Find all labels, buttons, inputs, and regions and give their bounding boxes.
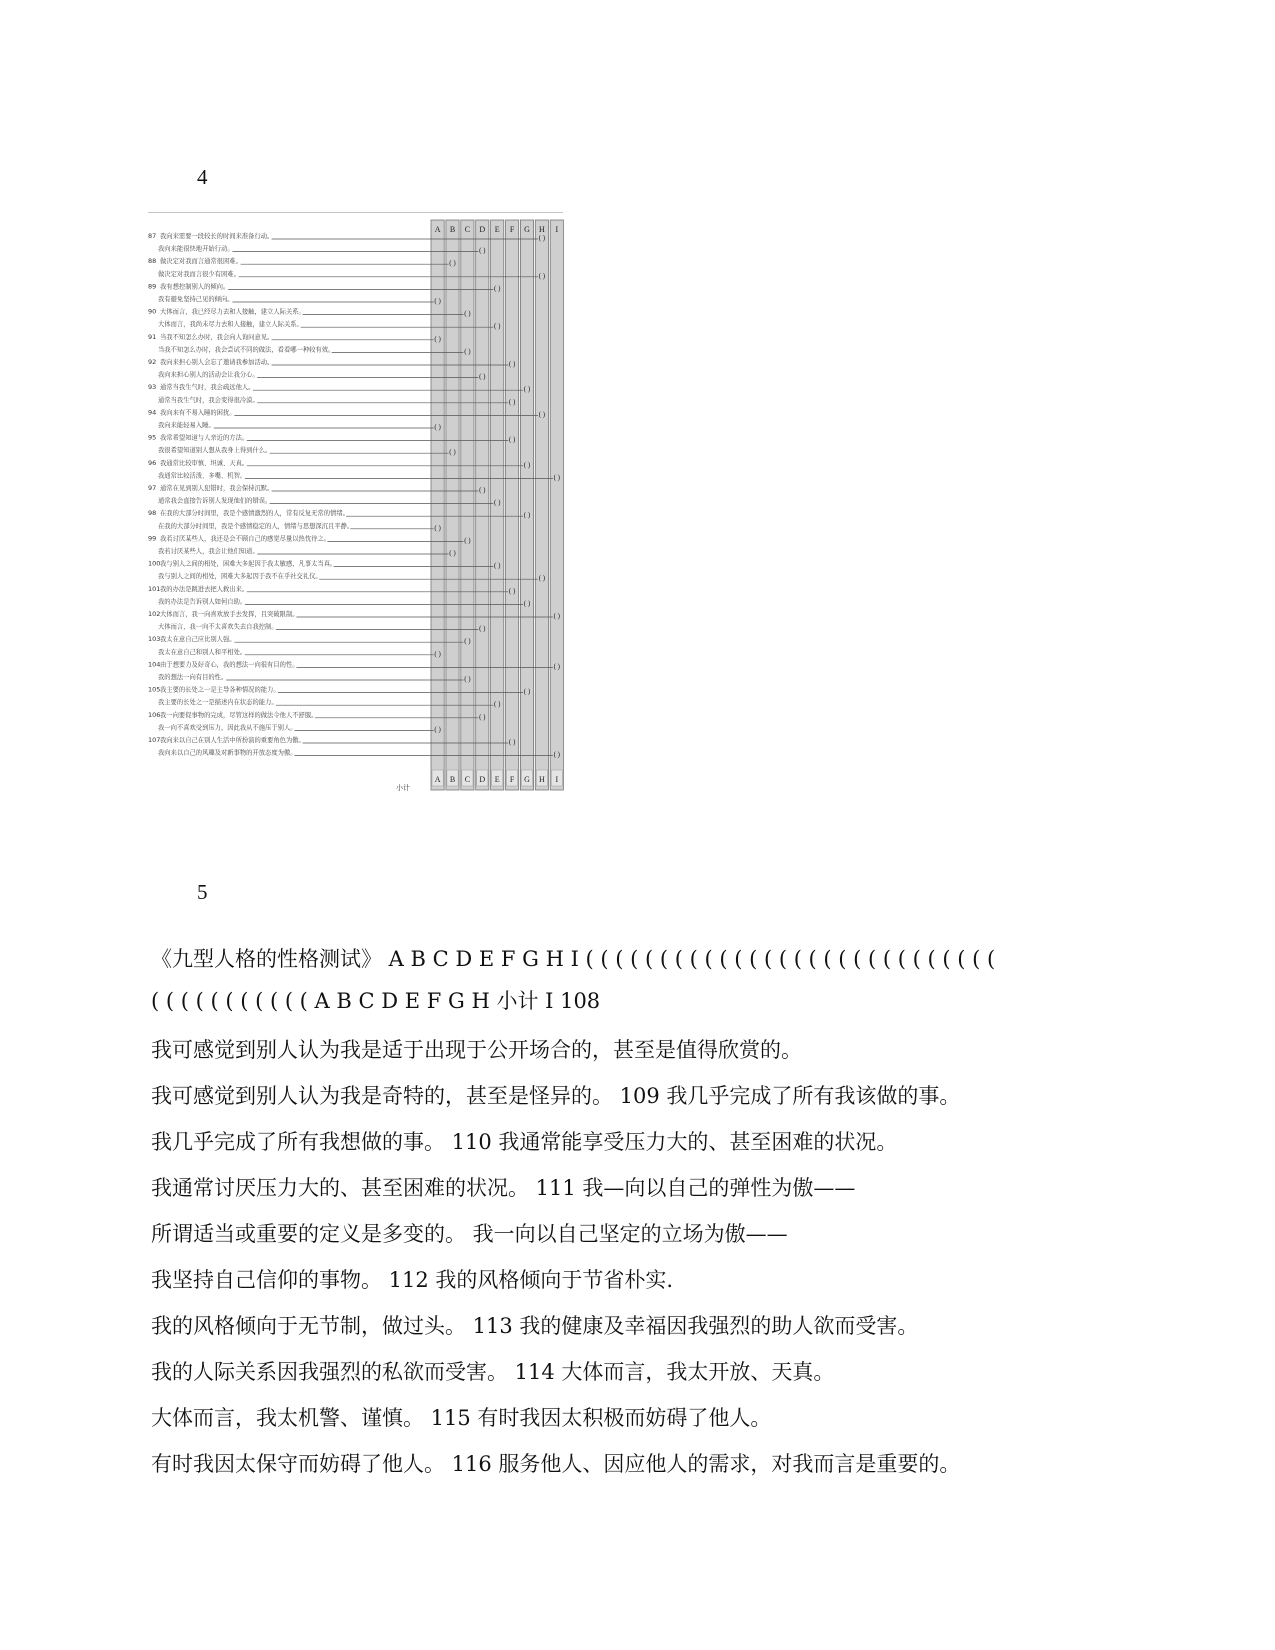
questionnaire-answer-sheet-figure [148, 212, 585, 824]
answer-column [461, 220, 474, 790]
question-option-text: 大体而言，我尚未尽力去和人接触，建立人际关系。 [158, 321, 303, 329]
question-line: 我可感觉到别人认为我是奇特的，甚至是怪异的。 109 我几乎完成了所有我该做的事。 [151, 1084, 961, 1108]
answer-bracket: ( ) [493, 561, 501, 570]
question-number: 90 [148, 307, 157, 316]
answer-bracket: ( ) [479, 486, 486, 494]
column-letter: A [434, 225, 441, 234]
question-option-text: 我向来能轻易入睡。 [158, 422, 215, 429]
answer-sheet-graphic [148, 212, 585, 824]
question-option-text: 由于想要力及好奇心，我的想法一向很有目的性。 [160, 661, 299, 669]
column-letter: E [494, 225, 500, 234]
question-line: 所谓适当或重要的定义是多变的。 我一向以自己坚定的立场为傲—— [151, 1222, 788, 1246]
answer-bracket: ( ) [508, 435, 516, 444]
question-number: 87 [148, 232, 157, 240]
answer-column [506, 220, 519, 790]
column-letter: I [555, 775, 559, 784]
column-letter: G [524, 225, 530, 234]
answer-bracket: ( ) [464, 309, 471, 318]
column-letter: A [434, 775, 441, 784]
question-option-text: 通常在见到别人犯错时，我会保持沉默。 [160, 485, 274, 492]
column-letter: F [509, 225, 515, 234]
question-option-text: 我很希望知道别人想从我身上得到什么。 [158, 447, 272, 455]
test-title-block [151, 938, 1131, 1022]
question-option-text: 我常希望知道与人亲近的方法。 [160, 434, 249, 442]
question-line: 有时我因太保守而妨碍了他人。 116 服务他人、因应他人的需求，对我而言是重要的。 [151, 1452, 961, 1476]
question-option-text: 我向来担心别人的活动会让我分心。 [158, 371, 259, 379]
question-option-text: 我的想法一向有目的性。 [158, 674, 228, 681]
answer-bracket: ( ) [434, 334, 441, 343]
answer-bracket: ( ) [434, 297, 441, 305]
answer-bracket: ( ) [479, 712, 486, 721]
answer-column [446, 220, 459, 790]
answer-bracket: ( ) [508, 586, 516, 595]
answer-bracket: ( ) [479, 372, 486, 381]
question-number: 92 [148, 358, 157, 366]
question-number: 97 [148, 484, 157, 492]
question-line: 我的人际关系因我强烈的私欲而受害。 114 大体而言，我太开放、天真。 [151, 1360, 835, 1384]
question-option-text: 我一向不喜欢受到压力，因此我从不施压于别人。 [158, 724, 297, 732]
answer-bracket: ( ) [523, 687, 531, 696]
question-option-text: 我与别人之间的相处，困难大多起因于我太敏感，凡事太当真。 [160, 560, 337, 568]
question-number: 91 [148, 332, 157, 341]
question-option-text: 当我不知怎么办时，我会尝试不同的做法，看看哪一种较有效。 [158, 346, 335, 354]
question-number: 101 [148, 584, 161, 593]
question-option-text: 我向来担心别人会忘了邀请我参加活动。 [160, 359, 274, 366]
question-option-text: 大体而言，我已经尽力去和人接触，建立人际关系。 [160, 308, 305, 316]
test-title-line: 《九型人格的性格测试》 A B C D E F G H I ( ( ( ( ( ( ( ( ( ( ( ( ( ( ( ( ( ( ( ( ( ( ( ( ( ( ( ( [151, 947, 996, 971]
answer-bracket: ( ) [553, 750, 561, 759]
question-number: 88 [148, 257, 157, 266]
question-option-text: 通常我会直接告诉别人发现他们的错误。 [158, 497, 272, 505]
question-number: 93 [148, 383, 157, 392]
question-number: 106 [148, 710, 161, 719]
column-letter: E [494, 775, 500, 784]
answer-bracket: ( ) [538, 410, 546, 419]
answer-bracket: ( ) [434, 523, 441, 532]
question-option-text: 我通常比较审慎、坦诚、天真。 [160, 459, 249, 467]
column-letter: B [449, 775, 456, 784]
answer-bracket: ( ) [449, 448, 456, 457]
answer-bracket: ( ) [464, 536, 471, 545]
question-number: 89 [148, 282, 157, 291]
question-option-text: 我若讨厌某些人，我会让他们知道。 [158, 548, 259, 555]
question-line: 大体而言，我太机警、谨慎。 115 有时我因太积极而妨碍了他人。 [151, 1406, 772, 1430]
question-number: 104 [148, 660, 161, 669]
question-option-text: 我一向要促事物的完成，尽管这样的做法令他人不舒服。 [160, 711, 318, 719]
column-letter: D [479, 225, 486, 234]
column-letter: C [464, 225, 471, 234]
question-option-text: 我向来需要一段较长的时间来准备行动。 [160, 233, 274, 240]
answer-column [476, 220, 489, 790]
column-letter: F [509, 775, 515, 784]
question-option-text: 我向来能很快地开始行动。 [158, 245, 234, 253]
answer-bracket: ( ) [434, 649, 441, 658]
question-line: 我的风格倾向于无节制，做过头。 113 我的健康及幸福因我强烈的助人欲而受害。 [151, 1314, 919, 1338]
answer-bracket: ( ) [538, 271, 546, 280]
answer-column [431, 220, 444, 790]
question-option-text: 我有避免坚持己见的倾向。 [158, 296, 234, 303]
column-letter: G [524, 775, 530, 784]
answer-bracket: ( ) [523, 460, 531, 469]
answer-bracket: ( ) [553, 612, 561, 620]
answer-bracket: ( ) [553, 473, 561, 482]
column-letter: H [539, 775, 545, 784]
answer-bracket: ( ) [479, 624, 486, 633]
question-number: 98 [148, 509, 157, 518]
question-number: 95 [148, 433, 157, 442]
subtotal-label: 小计 [396, 784, 410, 792]
answer-bracket: ( ) [493, 498, 501, 507]
column-letter: I [555, 225, 559, 234]
page-number: 5 [197, 880, 208, 904]
answer-column [535, 220, 548, 790]
question-option-text: 我若讨厌某些人，我还是会不顾自己的感觉尽量以热忱待之。 [160, 535, 331, 543]
question-option-text: 做决定对我而言很少有困难。 [158, 270, 240, 278]
answer-bracket: ( ) [538, 574, 546, 583]
question-line: 我坚持自己信仰的事物。 112 我的风格倾向于节省朴实. [151, 1268, 674, 1292]
question-option-text: 我的办法是跳进去把人救出来。 [160, 585, 249, 593]
answer-bracket: ( ) [479, 246, 486, 255]
answer-bracket: ( ) [449, 259, 456, 268]
question-number: 100 [148, 559, 161, 568]
answer-bracket: ( ) [493, 700, 501, 709]
question-option-text: 我向来以自己在别人生活中所扮演的重要角色为傲。 [160, 737, 305, 744]
question-option-text: 在我的大部分时间里，我是个感情稳定的人，情绪与思想深沉且平静。 [158, 522, 354, 530]
column-letter: C [464, 775, 471, 784]
question-option-text: 通常当我生气时，我会变得很冷漠。 [158, 396, 259, 404]
question-option-text: 我主要的长处之一是描述内在状态的能力。 [158, 699, 278, 707]
column-letter: H [539, 225, 545, 234]
question-number: 107 [148, 736, 161, 744]
question-number: 94 [148, 408, 157, 417]
test-title-line: ( ( ( ( ( ( ( ( ( ( ( A B C D E F G H 小计 I 108 [151, 989, 601, 1013]
question-number: 96 [148, 458, 157, 467]
answer-bracket: ( ) [508, 360, 516, 368]
question-option-text: 我的办法是告诉别人如何自助。 [158, 598, 247, 606]
question-option-text: 做决定对我而言通常很困难。 [160, 258, 242, 266]
answer-bracket: ( ) [508, 738, 516, 746]
question-line: 我几乎完成了所有我想做的事。 110 我通常能享受压力大的、甚至困难的状况。 [151, 1130, 898, 1154]
question-option-text: 通常当我生气时，我会疏远他人。 [160, 384, 255, 392]
question-option-text: 我向来以自己的风趣及对新事物的开放态度为傲。 [158, 749, 297, 757]
question-option-text: 我通常比较活泼、多嘴、机智。 [158, 472, 247, 480]
answer-bracket: ( ) [493, 284, 501, 293]
page-number: 4 [197, 165, 208, 189]
column-letter: D [479, 775, 486, 784]
question-option-text: 我与别人之间的相处，困难大多起因于我不在乎社交礼仪。 [158, 573, 322, 581]
answer-column [520, 220, 533, 790]
answer-bracket: ( ) [523, 385, 531, 394]
question-option-text: 我有想控制别人的倾向。 [160, 283, 230, 291]
answer-bracket: ( ) [434, 725, 441, 734]
answer-bracket: ( ) [508, 397, 516, 406]
answer-bracket: ( ) [464, 347, 471, 356]
question-option-text: 我向来有不易入睡的困扰。 [160, 409, 236, 417]
question-option-text: 大体而言，我一向不太喜欢失去自我控制。 [158, 623, 278, 631]
question-option-text: 我太在意自己和别人和平相处。 [158, 648, 247, 656]
answer-bracket: ( ) [464, 675, 471, 683]
answer-bracket: ( ) [434, 423, 441, 431]
answer-bracket: ( ) [523, 599, 531, 608]
question-line: 我可感觉到别人认为我是适于出现于公开场合的，甚至是值得欣赏的。 [151, 1038, 802, 1062]
question-number: 102 [148, 610, 161, 618]
answer-bracket: ( ) [523, 511, 531, 520]
column-letter: B [449, 225, 456, 234]
question-line: 我通常讨厌压力大的、甚至困难的状况。 111 我—向以自己的弹性为傲—— [151, 1176, 856, 1200]
answer-column [550, 220, 563, 790]
question-number: 99 [148, 534, 157, 543]
question-text-block [151, 1027, 1121, 1487]
answer-bracket: ( ) [464, 637, 471, 646]
question-option-text: 我主要的长处之一是主导各种情况的能力。 [160, 686, 280, 694]
question-option-text: 大体而言，我一向喜欢放手去发挥，且突破限制。 [160, 611, 299, 618]
question-number: 105 [148, 685, 161, 694]
question-number: 103 [148, 635, 161, 644]
answer-bracket: ( ) [493, 322, 501, 331]
answer-bracket: ( ) [553, 662, 561, 671]
question-option-text: 当我不知怎么办时，我会向人询问意见。 [160, 333, 274, 341]
question-option-text: 在我的大部分时间里，我是个感情激烈的人，常有反复无常的情绪。 [160, 510, 349, 518]
question-option-text: 我太在意自己应比别人强。 [160, 636, 236, 644]
answer-bracket: ( ) [538, 234, 546, 242]
answer-bracket: ( ) [449, 549, 456, 557]
